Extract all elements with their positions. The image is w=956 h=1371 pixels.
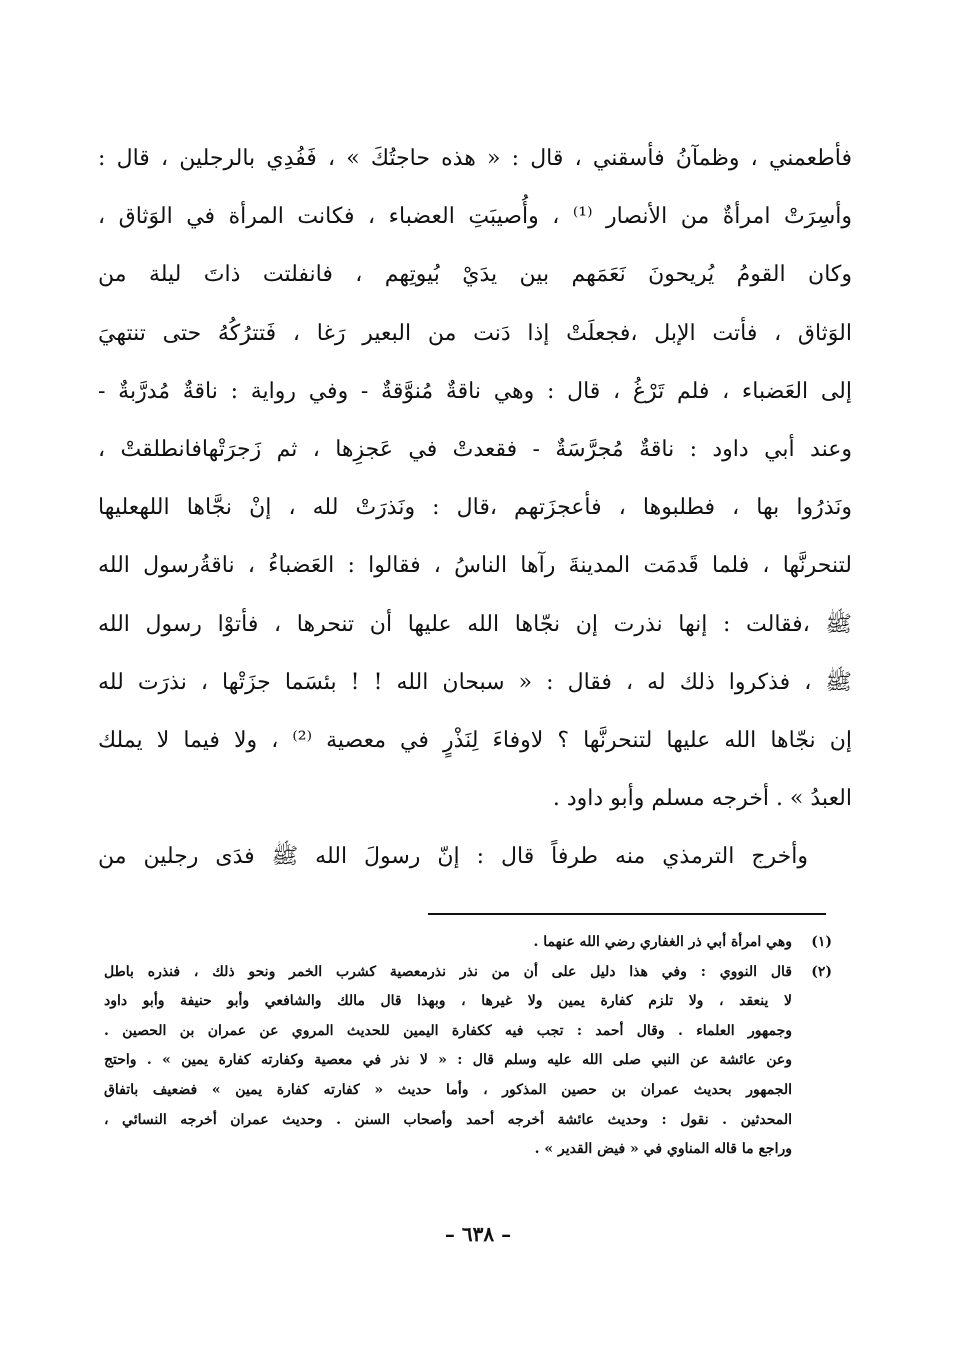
text-line: فأطعمني ، وظمآنُ فأسقني ، قال : « هذه حاجتُكَ » ، فَفُدِي بالرجلين ، قال :: [98, 146, 852, 171]
footnotes: [104, 928, 832, 1165]
footnote-number: (١): [811, 934, 832, 950]
footnote-line: المحدثين . نقول : وحديث عائشة أخرجه أحمد وأصحاب السنن . وحديث عمران أخرجه النسائي ،: [104, 1111, 792, 1128]
footnote-line: وراجع ما قاله المناوي في « فيض القدير » .: [534, 1141, 792, 1158]
text-line: لتنحرنَّها ، فلما قَدمَت المدينةَ رآها الناسُ ، فقالوا : العَضباءُ ، ناقةُرسول الله: [98, 553, 852, 579]
footnote-line: وعن عائشة عن النبي صلى الله عليه وسلم قال : « لا نذر في معصية وكفارته كفارة يمين » . واحتج: [104, 1052, 792, 1069]
footnote-number: (٢): [811, 963, 832, 980]
text-line: وعند أبي داود : ناقةٌ مُجرَّسَةٌ - فقعدتْ في عَجزِها ، ثم زَجرَتْهافانطلقتْ ،: [98, 436, 852, 462]
main-text: [98, 130, 852, 886]
text-line: وأخرج الترمذي منه طرفاً قال : إنّ رسولَ الله ﷺ فدَى رجلين من: [98, 844, 808, 870]
text-line: وأسِرَتْ امرأةٌ من الأنصار ⁽¹⁾ ، وأُصيبَتِ العضباء ، فكانت المرأة في الوَثاق ،: [98, 204, 852, 230]
text-line: وكان القومُ يُريحونَ نَعَمَهم بين يدَيْ بُيوتِهم ، فانفلتت ذاتَ ليلة من: [98, 262, 852, 288]
text-line: العبدُ » . أخرجه مسلم وأبو داود .: [552, 786, 852, 812]
text-line: إن نجّاها الله عليها لتنحرنَّها ؟ لاوفاءَ لِنَذْرٍ في معصية ⁽²⁾ ، ولا فيما لا يملك: [98, 727, 852, 753]
footnote-line: الجمهور بحديث عمران بن حصين المذكور ، وأما حديث « كفارته كفارة يمين » فضعيف باتفاق: [104, 1081, 792, 1098]
footnote-separator: [428, 913, 826, 915]
text-line: إلى العَضباء ، فلم تَرْغُ ، قال : وهي ناقةٌ مُنوَّقةٌ - وفي رواية : ناقةٌ مُدرَّبةٌ -: [98, 378, 852, 404]
text-line: ونَذرُوا بها ، فطلبوها ، فأعجزَتهم ،قال : ونَذرَتْ لله ، إنْ نجَّاها اللهعليها: [98, 495, 852, 521]
footnote-1: [104, 928, 832, 958]
footnote-2: [104, 958, 832, 988]
footnote-line: لا ينعقد ، ولا تلزم كفارة يمين ولا غيرها ، وبهذا قال مالك والشافعي وأبو حنيفة وأبو داود: [104, 993, 792, 1010]
text-line: ﷺ ،فقالت : إنها نذرت إن نجّاها الله عليها أن تنحرها ، فأتوْا رسول الله: [98, 611, 852, 637]
footnote-text: وهي امرأة أبي ذر الغفاري رضي الله عنهما .: [533, 934, 792, 950]
page-number: – ٦٣٨ –: [444, 1222, 512, 1246]
text-line: الوَثاق ، فأتت الإبل ،فجعلَتْ إذا دَنت من البعير رَغا ، فَتترُكُهُ حتى تنتهيَ: [98, 320, 852, 346]
footnote-text: قال النووي : وفي هذا دليل على أن من نذر نذرمعصية كشرب الخمر ونحو ذلك ، فنذره باطل: [104, 963, 792, 980]
footnote-line: وجمهور العلماء . وقال أحمد : تجب فيه ككفارة اليمين للحديث المروي عن عمران بن الحصين .: [104, 1022, 792, 1039]
text-line: ﷺ ، فذكروا ذلك له ، فقال : « سبحان الله ! ! بئسَما جزَتْها ، نذرَت لله: [98, 669, 852, 695]
